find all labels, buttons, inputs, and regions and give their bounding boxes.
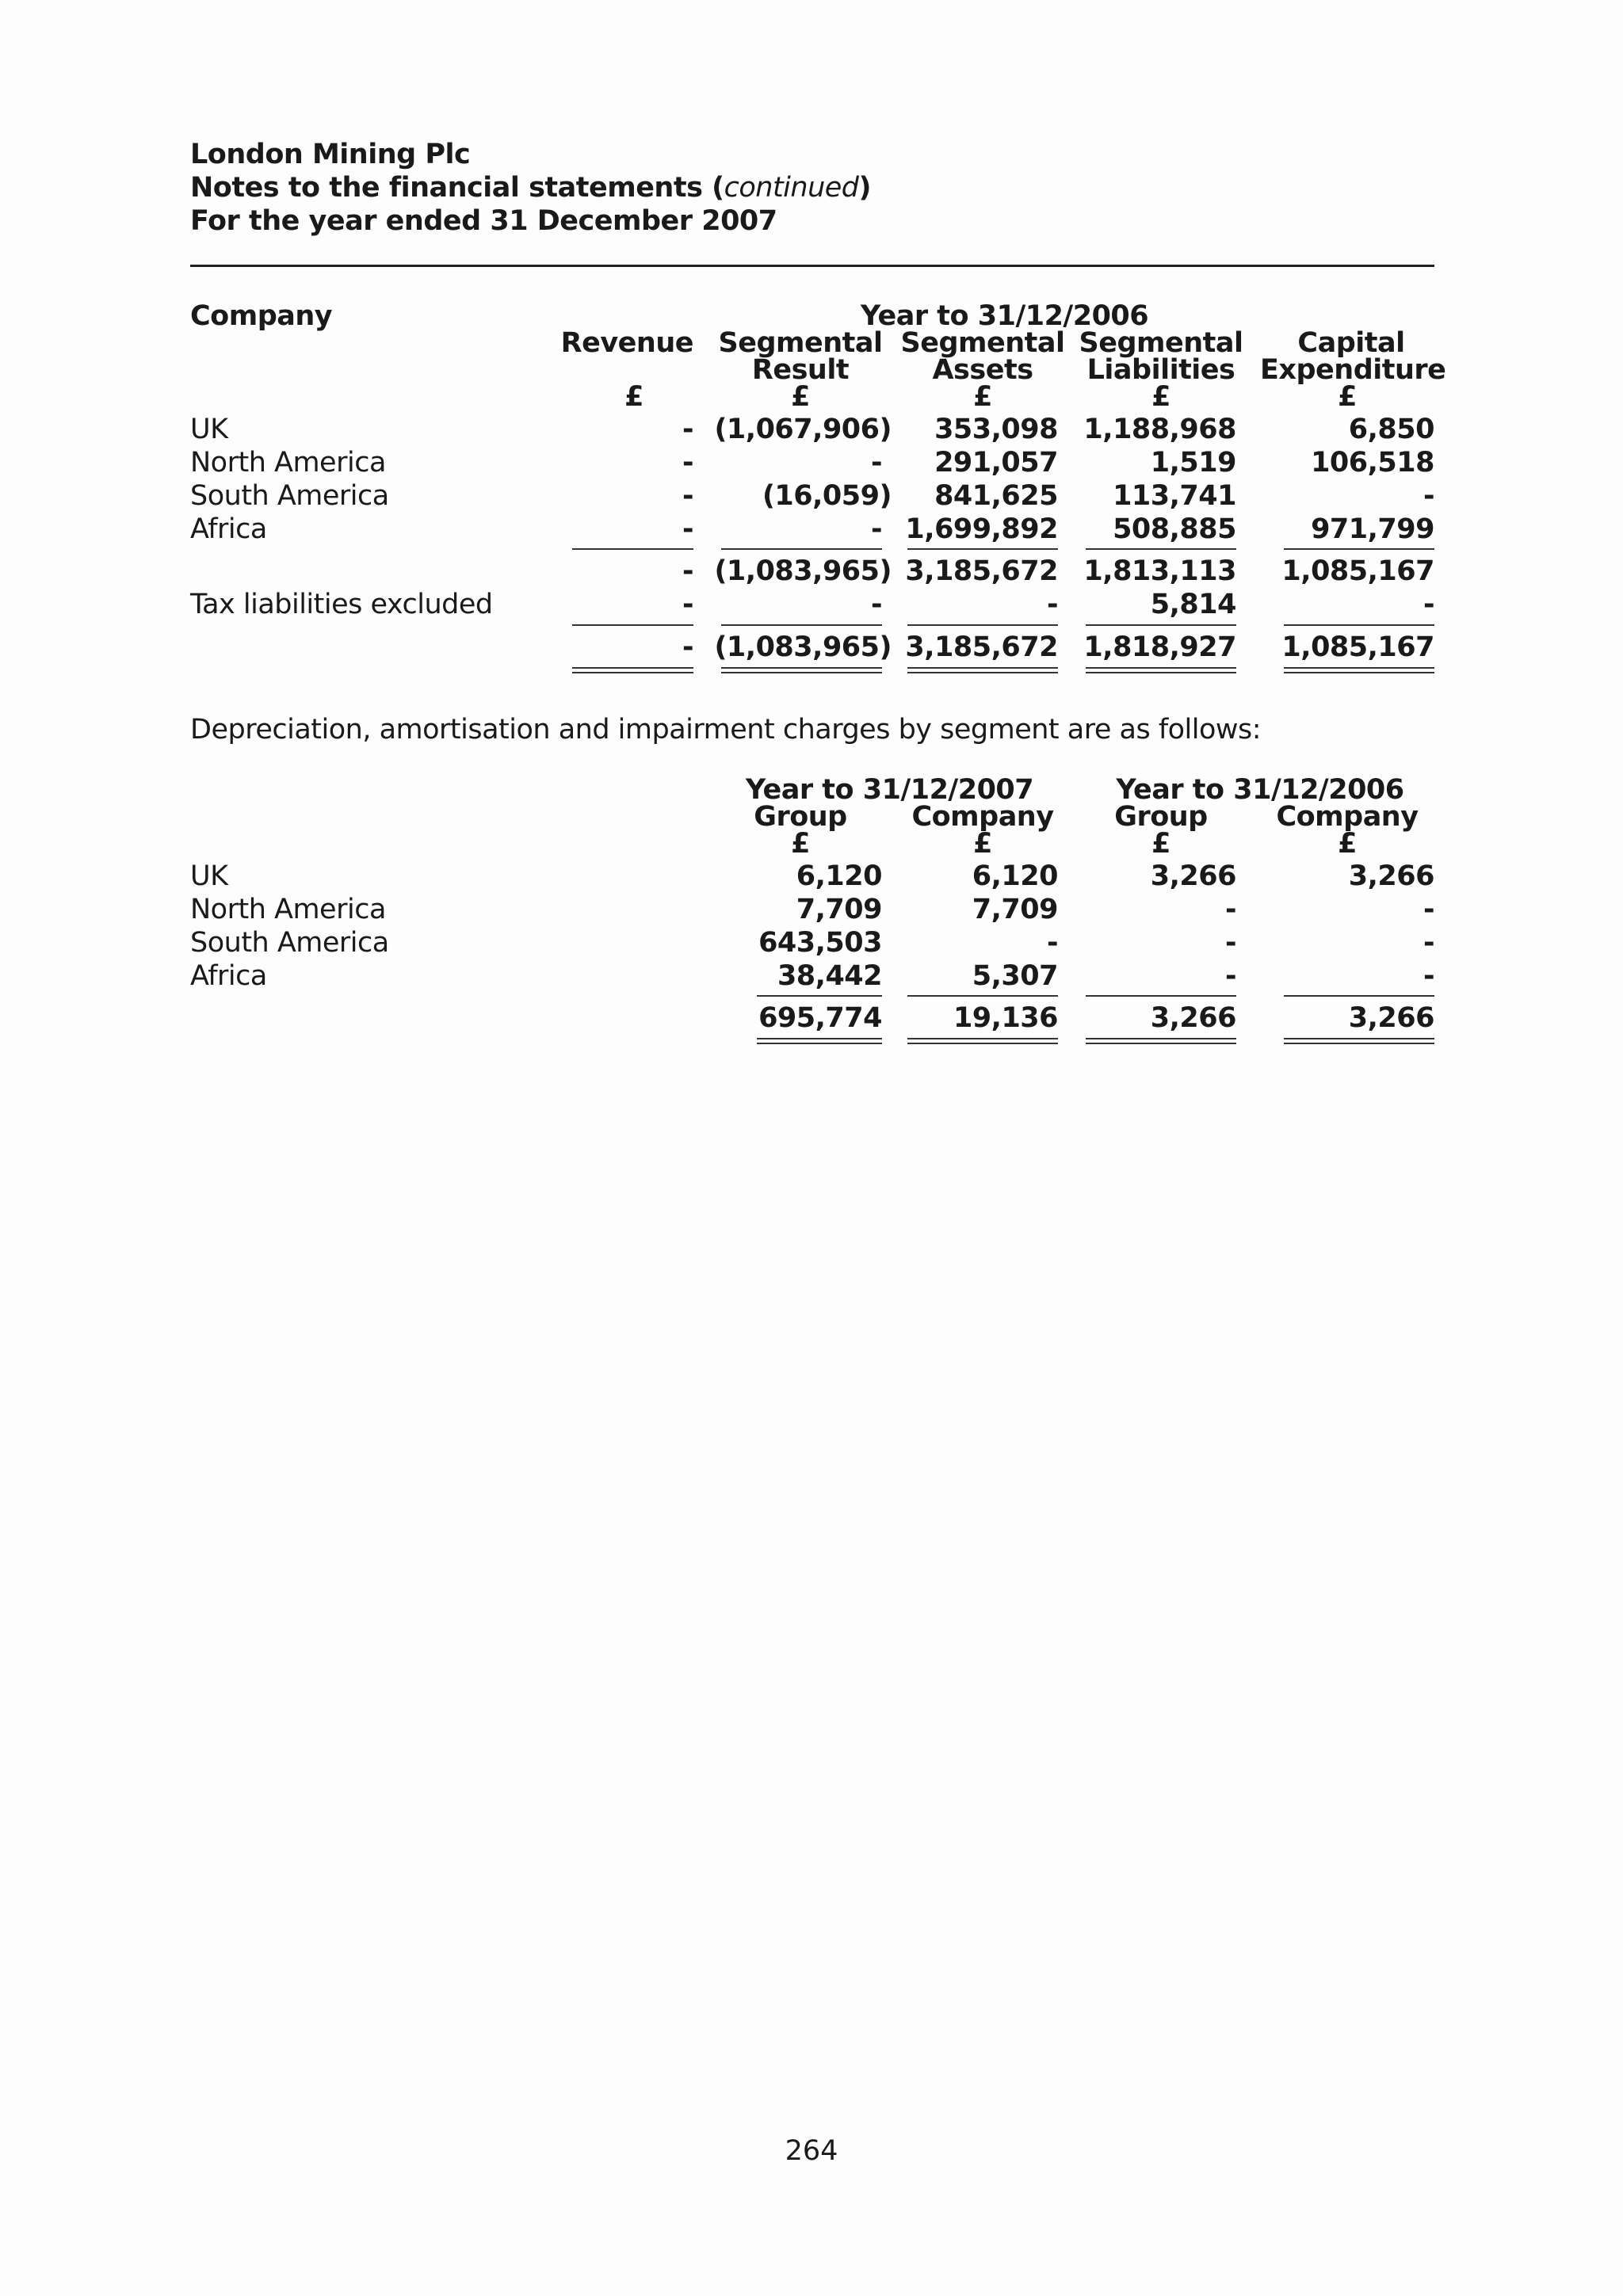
subtotal-value: 3,185,672 [905, 555, 1058, 587]
cell-value: 6,850 [1348, 414, 1434, 445]
table-double-rule [1284, 667, 1434, 673]
dep-col-header: Company [1276, 801, 1419, 833]
cell-value: 113,741 [1113, 480, 1236, 512]
cell-value: - [1046, 589, 1058, 620]
total-value: 1,085,167 [1281, 631, 1434, 663]
table-double-rule [572, 667, 693, 673]
dep-cell: 3,266 [1150, 860, 1236, 892]
table-rule [721, 624, 882, 626]
table-rule [572, 624, 693, 626]
dep-col-unit: £ [973, 828, 992, 860]
dep-row-label: South America [190, 927, 389, 959]
dep-cell: 5,307 [972, 960, 1058, 992]
dep-col-unit: £ [1338, 828, 1357, 860]
table-rule [907, 548, 1058, 550]
subtotal-value: (1,083,965) [714, 555, 892, 587]
dep-cell: 3,266 [1348, 860, 1434, 892]
dep-cell: - [1423, 960, 1434, 992]
dep-cell: 6,120 [972, 860, 1058, 892]
table-rule [1284, 624, 1434, 626]
table-rule [1284, 548, 1434, 550]
table-double-rule [1284, 1038, 1434, 1044]
cell-value: - [1423, 480, 1434, 512]
dep-col-header: Group [754, 801, 847, 833]
dep-cell: - [1423, 927, 1434, 959]
table-double-rule [1086, 1038, 1236, 1044]
cell-value: - [682, 447, 693, 479]
row-label: Tax liabilities excluded [190, 589, 493, 620]
row-label: Africa [190, 513, 267, 545]
cell-value: - [870, 589, 882, 620]
col-header-result-line1: Segmental [718, 327, 883, 359]
cell-value: 1,699,892 [905, 513, 1058, 545]
cell-value: - [682, 589, 693, 620]
subtotal-value: 1,085,167 [1281, 555, 1434, 587]
cell-value: (1,067,906) [714, 414, 892, 445]
cell-value: - [870, 447, 882, 479]
cell-value: - [682, 480, 693, 512]
dep-row-label: UK [190, 860, 228, 892]
dep-cell: 7,709 [972, 894, 1058, 925]
col-header-revenue: Revenue [560, 327, 693, 359]
dep-cell: - [1046, 927, 1058, 959]
dep-total: 695,774 [758, 1002, 882, 1034]
col-header-assets-line2: Assets [932, 354, 1033, 386]
table-rule [1086, 548, 1236, 550]
dep-cell: 643,503 [758, 927, 882, 959]
col-unit: £ [1338, 381, 1357, 413]
dep-total: 19,136 [953, 1002, 1058, 1034]
cell-value: 971,799 [1311, 513, 1434, 545]
segment-table-period: Year to 31/12/2006 [860, 300, 1149, 332]
dep-cell: - [1224, 894, 1236, 925]
segment-table-title: Company [190, 300, 333, 332]
dep-cell: - [1224, 927, 1236, 959]
table-rule [1086, 624, 1236, 626]
page-number: 264 [785, 2135, 838, 2167]
dep-cell: - [1423, 894, 1434, 925]
col-unit: £ [791, 381, 810, 413]
col-header-result-line2: Result [751, 354, 850, 386]
dep-col-unit: £ [1151, 828, 1170, 860]
row-label: UK [190, 414, 228, 445]
dep-cell: 38,442 [777, 960, 882, 992]
col-header-liabilities-line2: Liabilities [1086, 354, 1235, 386]
table-double-rule [907, 667, 1058, 673]
table-double-rule [1086, 667, 1236, 673]
table-double-rule [721, 667, 882, 673]
table-rule [907, 624, 1058, 626]
cell-value: - [682, 513, 693, 545]
cell-value: 841,625 [934, 480, 1058, 512]
dep-cell: - [1224, 960, 1236, 992]
table-rule [1284, 995, 1434, 997]
cell-value: 353,098 [934, 414, 1058, 445]
table-double-rule [757, 1038, 882, 1044]
period-title: For the year ended 31 December 2007 [190, 205, 777, 237]
table-rule [721, 548, 882, 550]
cell-value: (16,059) [762, 480, 892, 512]
subtotal-value: - [682, 555, 693, 587]
dep-cell: 6,120 [796, 860, 882, 892]
dep-col-header: Group [1114, 801, 1208, 833]
cell-value: 1,188,968 [1083, 414, 1236, 445]
header-divider [190, 265, 1434, 267]
dep-col-header: Company [911, 801, 1054, 833]
company-name: London Mining Plc [190, 139, 471, 170]
cell-value: - [682, 414, 693, 445]
col-header-capex-line1: Capital [1297, 327, 1405, 359]
cell-value: - [870, 513, 882, 545]
dep-row-label: Africa [190, 960, 267, 992]
subtotal-value: 1,813,113 [1083, 555, 1236, 587]
document-header [190, 138, 871, 238]
col-unit: £ [1151, 381, 1170, 413]
table-double-rule [907, 1038, 1058, 1044]
dep-total: 3,266 [1348, 1002, 1434, 1034]
col-unit: £ [973, 381, 992, 413]
dep-col-unit: £ [791, 828, 810, 860]
col-header-liabilities-line1: Segmental [1079, 327, 1243, 359]
total-value: 1,818,927 [1083, 631, 1236, 663]
total-value: - [682, 631, 693, 663]
row-label: North America [190, 447, 386, 479]
total-value: (1,083,965) [714, 631, 892, 663]
table-rule [572, 548, 693, 550]
total-value: 3,185,672 [905, 631, 1058, 663]
notes-title: Notes to the financial statements (continued) [190, 172, 872, 204]
table-rule [907, 995, 1058, 997]
cell-value: 291,057 [934, 447, 1058, 479]
dep-period-2006: Year to 31/12/2006 [1116, 774, 1404, 806]
cell-value: 1,519 [1150, 447, 1236, 479]
col-unit: £ [624, 381, 643, 413]
dep-period-2007: Year to 31/12/2007 [745, 774, 1034, 806]
cell-value: 508,885 [1113, 513, 1236, 545]
dep-cell: 7,709 [796, 894, 882, 925]
cell-value: 5,814 [1150, 589, 1236, 620]
table-rule [1086, 995, 1236, 997]
dep-row-label: North America [190, 894, 386, 925]
col-header-capex-line2: Expenditure [1260, 354, 1446, 386]
cell-value: - [1423, 589, 1434, 620]
table-rule [757, 995, 882, 997]
depreciation-intro: Depreciation, amortisation and impairment charges by segment are as follows: [190, 714, 1262, 746]
cell-value: 106,518 [1311, 447, 1434, 479]
dep-total: 3,266 [1150, 1002, 1236, 1034]
col-header-assets-line1: Segmental [900, 327, 1065, 359]
row-label: South America [190, 480, 389, 512]
